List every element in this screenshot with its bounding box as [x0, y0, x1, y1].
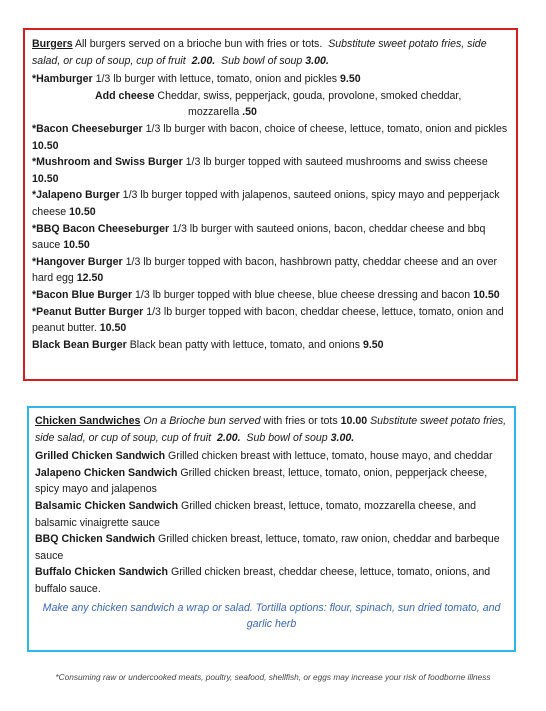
menu-item-black-bean: [32, 337, 509, 354]
item-name: *Hamburger: [32, 73, 93, 86]
burgers-heading: Burgers: [32, 38, 73, 50]
menu-item-bacon-cheeseburger: [32, 121, 509, 154]
item-desc: 1/3 lb burger with lettuce, tomato, onion and pickles: [92, 73, 340, 86]
burgers-intro-text: All burgers served on a brioche bun with fries or tots.: [72, 38, 323, 50]
item-name: Black Bean Burger: [32, 338, 127, 351]
item-name: BBQ Chicken Sandwich: [35, 533, 156, 546]
chicken-intro: [35, 413, 508, 446]
item-name: Jalapeno Chicken Sandwich: [35, 466, 178, 479]
item-name: Grilled Chicken Sandwich: [35, 450, 166, 463]
add-cheese-last: mozzarella: [188, 106, 243, 119]
burgers-soup: Sub bowl of soup: [221, 54, 303, 67]
menu-item-jalapeno-burger: [32, 187, 509, 220]
add-cheese-line2: [32, 104, 509, 121]
item-desc: 1/3 lb burger with sauteed onions, bacon, cheddar cheese and bbq sauce: [32, 222, 486, 252]
item-desc: Grilled chicken breast, lettuce, tomato, raw onion, cheddar and barbeque sauce: [35, 533, 500, 562]
add-cheese-price: .50: [242, 106, 257, 119]
chicken-soup: Sub bowl of soup: [246, 431, 328, 444]
item-price: 10.50: [32, 172, 59, 185]
wrap-note: Make any chicken sandwich a wrap or salad. Tortilla options: flour, spinach, sun dried tomato, and garlic herb: [42, 601, 501, 631]
item-desc: Grilled chicken breast, lettuce, tomato, onion, pepperjack cheese, spicy mayo and jalapenos: [35, 466, 488, 496]
menu-item-bbq-bacon: [32, 221, 509, 254]
item-price: 10.50: [63, 239, 90, 252]
chicken-soup-price: 3.00.: [330, 431, 355, 444]
menu-item-balsamic-chicken: [35, 498, 508, 531]
item-desc: Black bean patty with lettuce, tomato, and onions: [126, 338, 363, 351]
item-price: 9.50: [362, 338, 384, 351]
item-name: Balsamic Chicken Sandwich: [35, 499, 179, 512]
item-name: *Jalapeno Burger: [32, 189, 120, 202]
menu-item-grilled-chicken: [35, 448, 508, 465]
item-price: 10.50: [32, 139, 59, 152]
item-name: *Bacon Blue Burger: [32, 288, 133, 301]
item-desc: 1/3 lb burger topped with blue cheese, blue cheese dressing and bacon: [132, 288, 474, 301]
menu-item-jalapeno-chicken: [35, 465, 508, 498]
menu-item-bacon-blue: [32, 287, 509, 304]
chicken-price: 10.00: [340, 415, 368, 427]
burgers-substitute-price: 2.00.: [191, 54, 216, 67]
item-name: *BBQ Bacon Cheeseburger: [32, 222, 170, 235]
item-desc: 1/3 lb burger topped with sauteed mushrooms and swiss cheese: [182, 156, 488, 169]
item-desc: Grilled chicken breast, lettuce, tomato, mozzarella cheese, and balsamic vinaigrette sauce: [35, 499, 477, 529]
item-desc: Grilled chicken breast, cheddar cheese, lettuce, tomato, onions, and buffalo sauce.: [35, 566, 491, 595]
burgers-soup-price: 3.00.: [305, 54, 329, 67]
item-desc: 1/3 lb burger topped with bacon, hashbrown patty, cheddar cheese and an over hard egg: [32, 255, 498, 285]
chicken-section: [27, 406, 516, 652]
footer-disclaimer: *Consuming raw or undercooked meats, poultry, seafood, shellfish, or eggs may increase your risk of foodborne illness: [55, 672, 491, 682]
item-name: Buffalo Chicken Sandwich: [35, 566, 169, 579]
chicken-intro-plain: with fries or tots: [260, 415, 341, 427]
add-cheese: [32, 88, 509, 105]
item-desc: 1/3 lb burger with bacon, choice of cheese, lettuce, tomato, onion and pickles: [142, 122, 508, 135]
burgers-intro: [32, 36, 509, 69]
menu-item-mushroom-swiss: [32, 154, 509, 187]
item-price: 12.50: [76, 272, 104, 285]
item-name: *Mushroom and Swiss Burger: [32, 156, 183, 169]
item-desc: 1/3 lb burger topped with bacon, cheddar cheese, lettuce, tomato, onion and peanut butter.: [32, 305, 504, 335]
item-price: 10.50: [473, 288, 500, 301]
burgers-section: [23, 28, 518, 381]
chicken-heading: Chicken Sandwiches: [35, 415, 141, 427]
menu-item-buffalo-chicken: [35, 564, 508, 597]
add-cheese-options: Cheddar, swiss, pepperjack, gouda, provolone, smoked cheddar,: [154, 89, 462, 102]
menu-item-hangover: [32, 254, 509, 287]
add-cheese-label: Add cheese: [95, 89, 155, 102]
item-price: 9.50: [339, 73, 361, 86]
item-desc: Grilled chicken breast with lettuce, tomato, house mayo, and cheddar: [165, 450, 493, 463]
menu-item-peanut-butter: [32, 304, 509, 337]
chicken-substitute-price: 2.00.: [216, 431, 241, 444]
burgers-substitute: Substitute sweet potato fries, side salad, or cup of soup, cup of fruit: [32, 38, 487, 67]
chicken-intro-italic: On a Brioche bun served: [140, 415, 261, 427]
menu-item-hamburger: [32, 71, 509, 88]
item-price: 10.50: [99, 322, 127, 335]
chicken-substitute: Substitute sweet potato fries, side salad, or cup of soup, cup of fruit: [35, 415, 507, 444]
item-name: *Peanut Butter Burger: [32, 305, 144, 318]
item-price: 10.50: [69, 205, 96, 218]
item-desc: 1/3 lb burger topped with jalapenos, sauteed onions, spicy mayo and pepperjack cheese: [32, 189, 500, 218]
item-name: *Bacon Cheeseburger: [32, 122, 143, 135]
menu-item-bbq-chicken: [35, 531, 508, 564]
item-name: *Hangover Burger: [32, 255, 123, 268]
